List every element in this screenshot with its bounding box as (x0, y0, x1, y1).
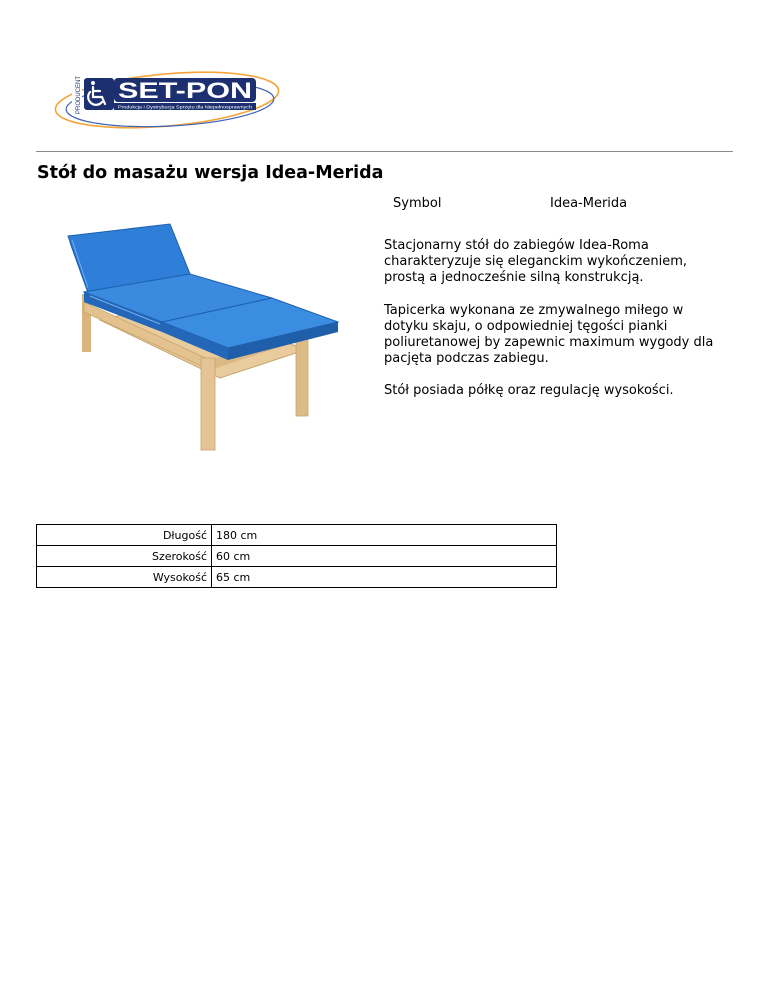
specs-table (36, 524, 557, 588)
table-row (37, 567, 557, 588)
company-logo (52, 66, 282, 132)
description-paragraph: Stacjonarny stół do zabiegów Idea-Roma charakteryzuje się eleganckim wykończeniem, prostą a jednocześnie silną konstrukcją. (384, 238, 687, 286)
logo-side-text: PRODUCENT (76, 75, 82, 114)
symbol-label: Symbol (393, 196, 442, 211)
spec-value: 60 cm (212, 546, 557, 567)
spec-value: 65 cm (212, 567, 557, 588)
spec-label: Szerokość (37, 546, 212, 567)
spec-value: 180 cm (212, 525, 557, 546)
table-row (37, 546, 557, 567)
spec-label: Wysokość (37, 567, 212, 588)
logo-brand-text: SET-PON (118, 78, 252, 103)
product-description (384, 238, 714, 416)
massage-table-image (60, 218, 345, 454)
header-divider (36, 151, 733, 152)
description-paragraph: Stół posiada półkę oraz regulację wysokości. (384, 383, 674, 399)
set-pon-logo-graphic (52, 66, 282, 132)
spec-label: Długość (37, 525, 212, 546)
table-row (37, 525, 557, 546)
description-paragraph: Tapicerka wykonana ze zmywalnego miłego w dotyku skaju, o odpowiedniej tęgości pianki poliuretanowej by zapewnic maximum wygody dla pacjęta podczas zabiegu. (384, 302, 714, 367)
symbol-value: Idea-Merida (550, 196, 628, 211)
page-title: Stół do masażu wersja Idea-Merida (37, 163, 384, 183)
logo-tagline: Produkcja i Dystrybucja Sprzętu dla Niepełnosprawnych (118, 104, 253, 110)
